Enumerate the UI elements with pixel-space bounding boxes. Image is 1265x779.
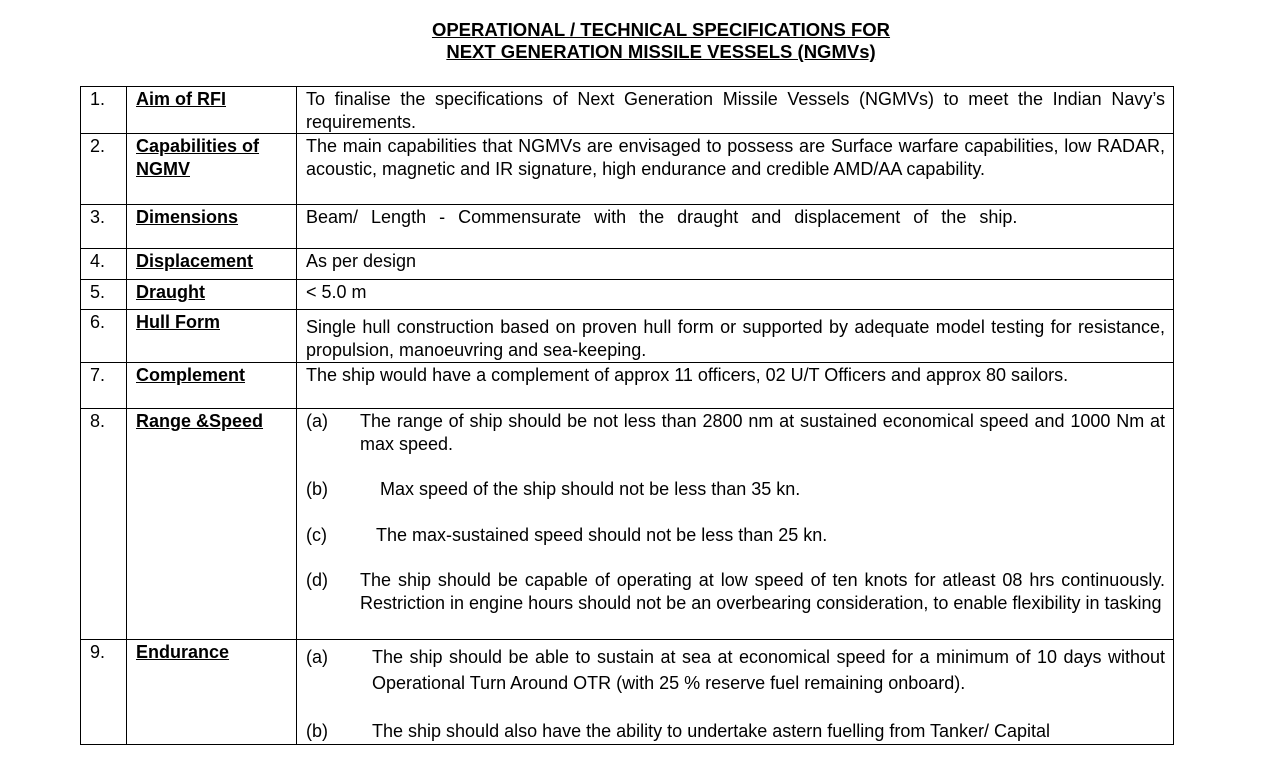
row-number: 9. [81, 640, 127, 745]
list-item [306, 524, 1165, 547]
row-text: Single hull construction based on proven hull form or supported by adequate model testing for resistance, propulsion, manoeuvring and sea-keeping. [297, 310, 1174, 363]
row-text: The main capabilities that NGMVs are envisaged to possess are Surface warfare capabilities, low RADAR, acoustic, magnetic and IR signature, high endurance and credible AMD/AA capability. [297, 134, 1174, 205]
row-number: 5. [81, 280, 127, 310]
document-title [0, 19, 1265, 63]
list-item [306, 410, 1165, 455]
table-row [81, 205, 1174, 249]
row-label: Aim of RFI [127, 87, 297, 134]
row-label: Hull Form [127, 310, 297, 363]
row-text [297, 409, 1174, 640]
table-row [81, 310, 1174, 363]
table-row [81, 249, 1174, 280]
row-number: 8. [81, 409, 127, 640]
list-item [306, 718, 1165, 744]
row-text [297, 640, 1174, 745]
title-line-1: OPERATIONAL / TECHNICAL SPECIFICATIONS FOR [431, 19, 891, 40]
item-tag: (b) [306, 721, 328, 741]
row-number: 2. [81, 134, 127, 205]
row-number: 3. [81, 205, 127, 249]
row-label: Range &Speed [127, 409, 297, 640]
table-row [81, 280, 1174, 310]
row-label: Displacement [127, 249, 297, 280]
item-tag: (c) [306, 524, 327, 545]
row-text: To finalise the specifications of Next Generation Missile Vessels (NGMVs) to meet the Indian Navy’s requirements. [297, 87, 1174, 134]
table-row [81, 134, 1174, 205]
row-text: As per design [297, 249, 1174, 280]
item-text: The max-sustained speed should not be less than 25 kn. [376, 524, 828, 545]
item-text: The range of ship should be not less than 2800 nm at sustained economical speed and 1000 Nm at max speed. [360, 411, 1165, 454]
row-label: Dimensions [127, 205, 297, 249]
row-number: 6. [81, 310, 127, 363]
item-text: The ship should be capable of operating at low speed of ten knots for atleast 08 hrs continuously. Restriction in engine hours should not be an overbearing consideration, to enable flexibility in tasking [360, 570, 1165, 613]
table-row [81, 363, 1174, 409]
list-item [306, 569, 1165, 614]
row-number: 1. [81, 87, 127, 134]
row-number: 4. [81, 249, 127, 280]
list-item [306, 478, 1165, 501]
row-text: < 5.0 m [297, 280, 1174, 310]
row-text: Beam/ Length - Commensurate with the draught and displacement of the ship. [297, 205, 1174, 249]
list-item [306, 644, 1165, 696]
specifications-table [80, 86, 1174, 745]
table-row [81, 87, 1174, 134]
table-row [81, 409, 1174, 640]
table-row [81, 640, 1174, 745]
item-tag: (a) [306, 647, 328, 667]
row-label: Complement [127, 363, 297, 409]
item-tag: (a) [306, 411, 328, 431]
item-tag: (d) [306, 570, 328, 590]
row-label: Capabilities of NGMV [127, 134, 297, 205]
item-text: The ship should be able to sustain at sea at economical speed for a minimum of 10 days without Operational Turn Around OTR (with 25 % reserve fuel remaining onboard). [372, 647, 1165, 693]
item-tag: (b) [306, 479, 328, 499]
row-label: Endurance [127, 640, 297, 745]
item-text: The ship should also have the ability to undertake astern fuelling from Tanker/ Capital [372, 721, 1051, 741]
item-text: Max speed of the ship should not be less than 35 kn. [380, 479, 801, 499]
row-label: Draught [127, 280, 297, 310]
title-line-2: NEXT GENERATION MISSILE VESSELS (NGMVs) [446, 41, 876, 62]
row-text: The ship would have a complement of approx 11 officers, 02 U/T Officers and approx 80 sailors. [297, 363, 1174, 409]
row-number: 7. [81, 363, 127, 409]
